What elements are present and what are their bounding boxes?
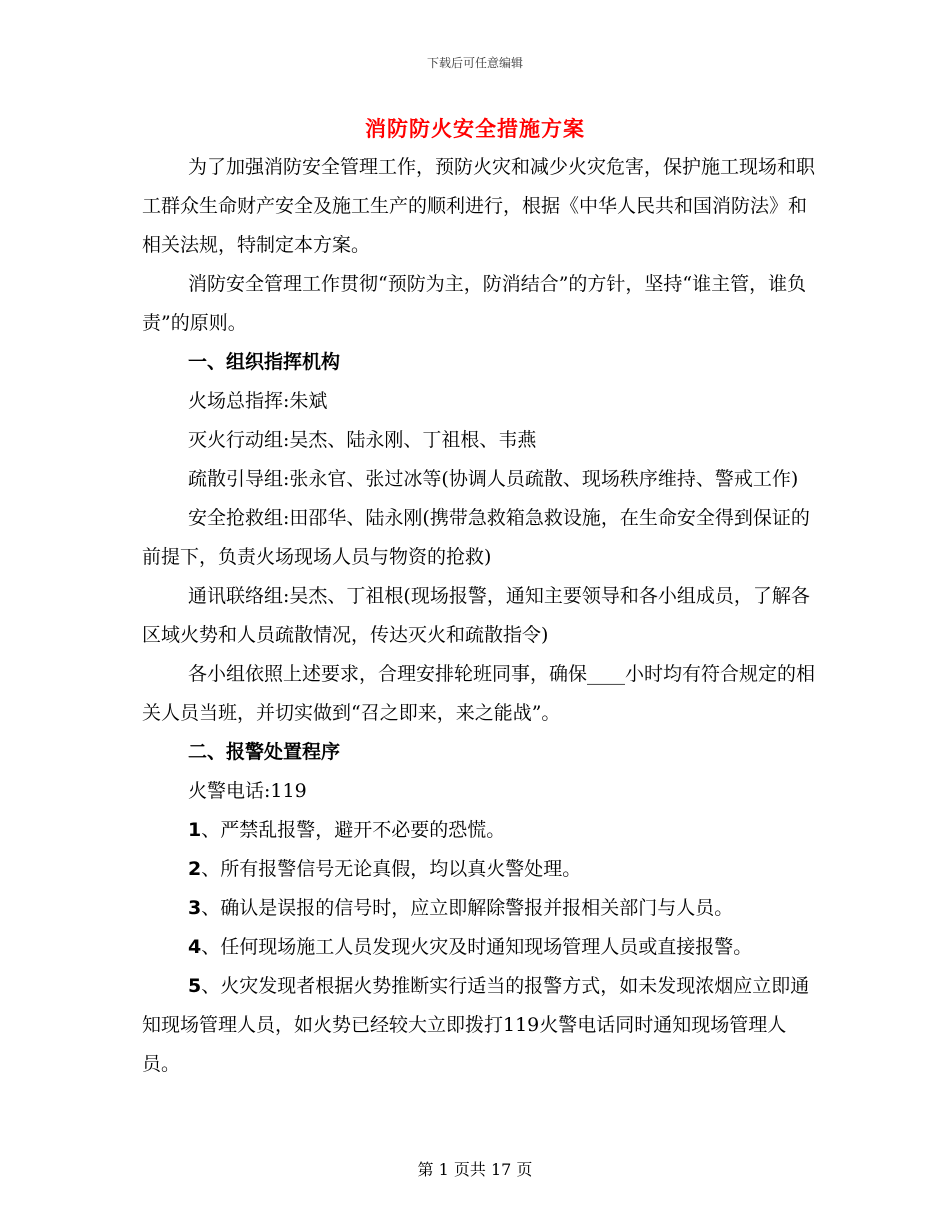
fire-phone-line: 火警电话:119: [188, 780, 307, 802]
policy-paragraph: 消防安全管理工作贯彻“预防为主，防消结合”的方针，坚持“谁主管，谁负责”的原则。: [142, 273, 807, 334]
list-item: [142, 850, 822, 889]
list-item: [142, 967, 822, 1084]
section-heading-alarm: 二、报警处置程序: [188, 741, 341, 763]
document-title: 消防防火安全措施方案: [365, 116, 585, 141]
rescue-team-line: 安全抢救组:田邵华、陆永刚(携带急救箱急救设施，在生命安全得到保证的前提下，负责火场现场人员与物资的抢救): [142, 507, 810, 568]
list-item-number: 1: [188, 819, 202, 841]
list-item-text: 、确认是误报的信号时，应立即解除警报并报相关部门与人员。: [201, 897, 734, 919]
list-item-number: 2: [188, 858, 202, 880]
list-item-number: 5: [188, 975, 202, 997]
section-heading-organization: 一、组织指挥机构: [188, 351, 341, 373]
list-item-number: 4: [188, 936, 202, 958]
list-item-text: 、严禁乱报警，避开不必要的恐慌。: [201, 819, 506, 841]
intro-paragraph: 为了加强消防安全管理工作，预防火灾和减少火灾危害，保护施工现场和职工群众生命财产安全及施工生产的顺利进行，根据《中华人民共和国消防法》和相关法规，特制定本方案。: [142, 156, 816, 256]
commander-line: 火场总指挥:朱斌: [188, 390, 328, 412]
header-note: 下载后可任意编辑: [426, 56, 523, 70]
evacuation-team-line: 疏散引导组:张永官、张过冰等(协调人员疏散、现场秩序维持、警戒工作): [188, 468, 799, 490]
list-item-text: 、所有报警信号无论真假，均以真火警处理。: [201, 858, 582, 880]
page-number: 第 1 页共 17 页: [417, 1160, 533, 1179]
list-item: [142, 889, 822, 928]
list-item: [142, 928, 822, 967]
list-item-text: 、任何现场施工人员发现火灾及时通知现场管理人员或直接报警。: [201, 936, 753, 958]
list-item-text: 、火灾发现者根据火势推断实行适当的报警方式，如未发现浓烟应立即通知现场管理人员，如火势已经较大立即拨打119火警电话同时通知现场管理人员。: [142, 975, 810, 1075]
list-item-number: 3: [188, 897, 202, 919]
firefighting-team-line: 灭火行动组:吴杰、陆永刚、丁祖根、韦燕: [188, 429, 537, 451]
shift-requirement-paragraph: 各小组依照上述要求，合理安排轮班同事，确保____小时均有符合规定的相关人员当班，并切实做到“召之即来，来之能战”。: [142, 663, 816, 724]
communication-team-line: 通讯联络组:吴杰、丁祖根(现场报警，通知主要领导和各小组成员，了解各区域火势和人员疏散情况，传达灭火和疏散指令): [142, 585, 810, 646]
document-body: [142, 148, 822, 1084]
list-item: [142, 811, 822, 850]
